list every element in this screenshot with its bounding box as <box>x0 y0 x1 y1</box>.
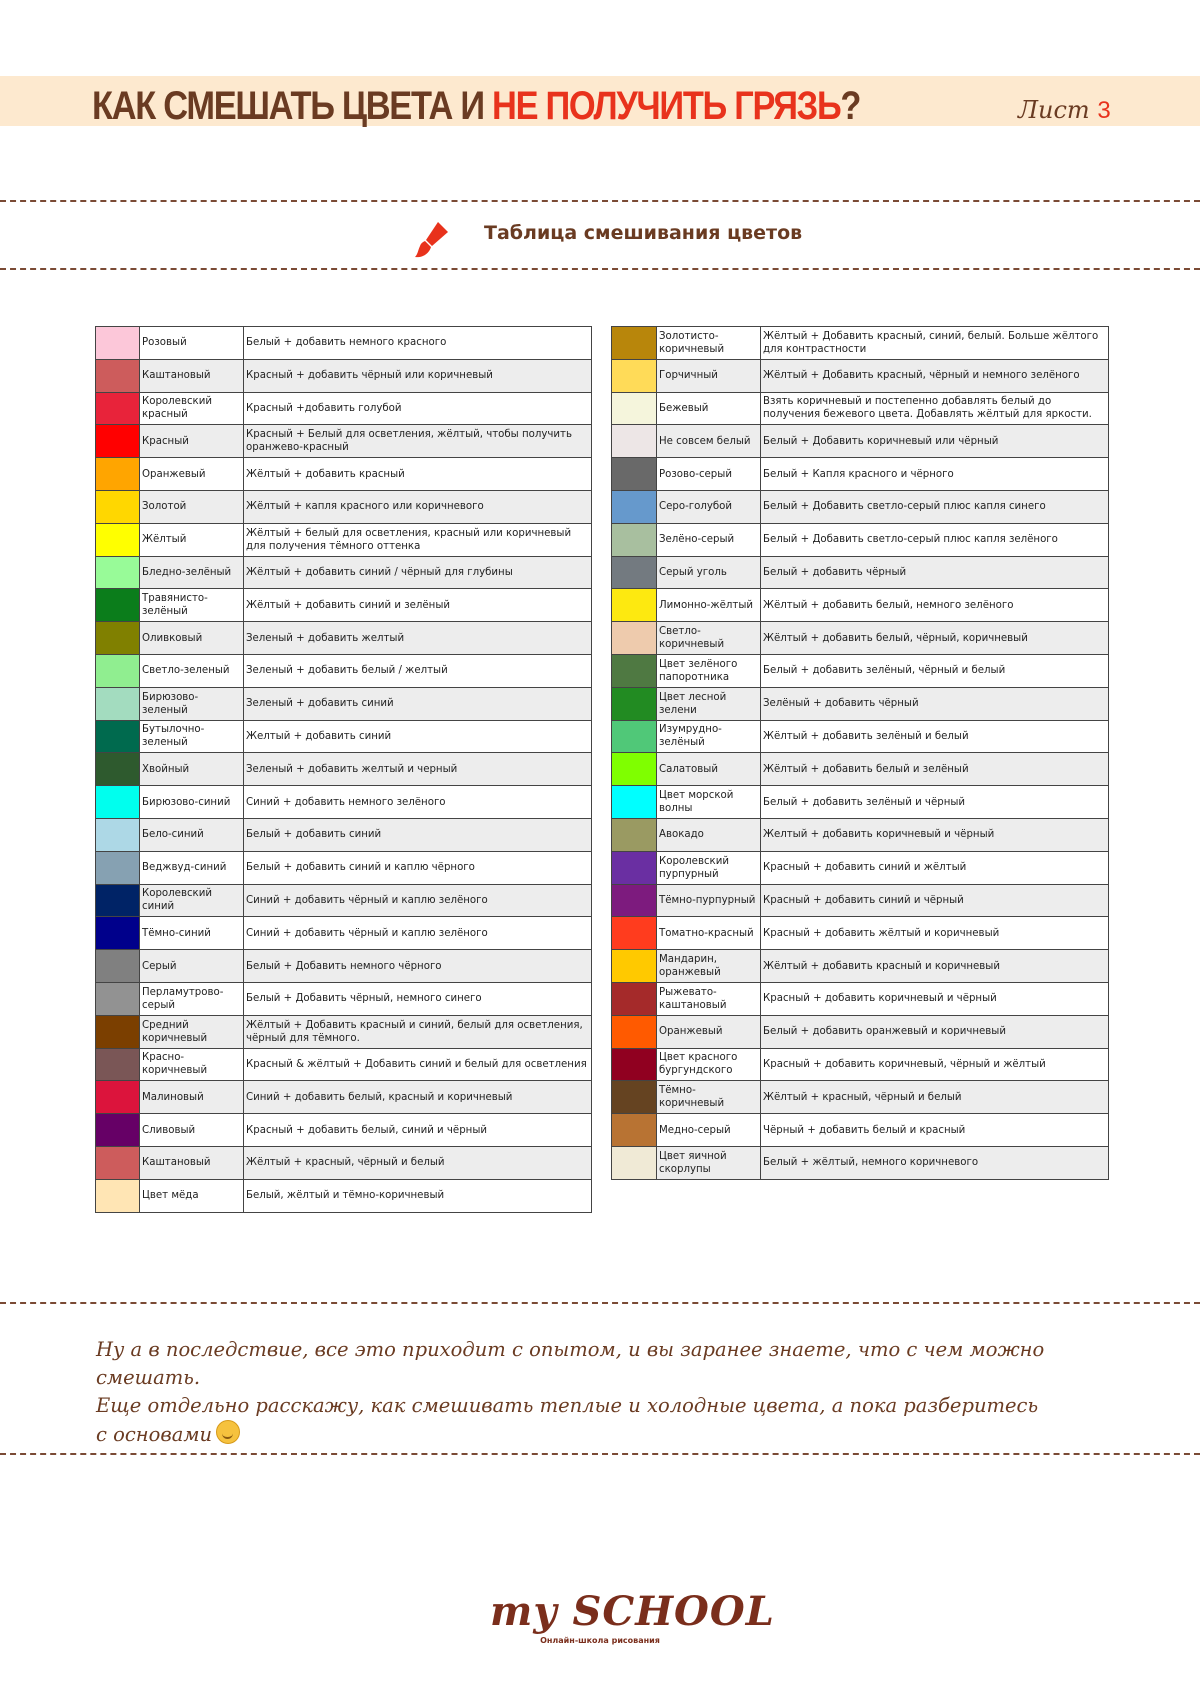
color-name: Зелёно-серый <box>657 523 761 556</box>
table-row <box>612 720 1109 753</box>
mix-recipe: Взять коричневый и постепенно добавлять белый до получения бежевого цвета. Добавлять жёлтый для яркости. <box>761 392 1109 425</box>
mix-recipe: Белый + добавить синий и каплю чёрного <box>244 851 592 884</box>
table-row <box>96 359 592 392</box>
mix-recipe: Жёлтый + Добавить красный, чёрный и немного зелёного <box>761 359 1109 392</box>
color-swatch <box>612 851 657 884</box>
color-name: Медно-серый <box>657 1114 761 1147</box>
outro-line-1: Ну а в последствие, все это приходит с опытом, и вы заранее знаете, что с чем можно смешать. <box>96 1338 1045 1389</box>
color-name: Мандарин, оранжевый <box>657 950 761 983</box>
color-name: Хвойный <box>140 753 244 786</box>
table-row <box>612 523 1109 556</box>
sheet-number: 3 <box>1097 97 1111 124</box>
table-row <box>96 917 592 950</box>
mix-recipe: Красный + добавить белый, синий и чёрный <box>244 1114 592 1147</box>
color-swatch <box>612 917 657 950</box>
divider-section <box>0 268 1200 270</box>
color-name: Тёмно-коричневый <box>657 1081 761 1114</box>
color-name: Серый <box>140 950 244 983</box>
sheet-label-text: Лист <box>1018 96 1098 124</box>
outro-line-2: Еще отдельно расскажу, как смешивать теплые и холодные цвета, а пока разберитесь <box>96 1394 1039 1417</box>
mix-recipe: Зеленый + добавить желтый и черный <box>244 753 592 786</box>
color-swatch <box>612 818 657 851</box>
table-row <box>96 1146 592 1179</box>
table-row <box>96 589 592 622</box>
page-title <box>92 84 860 128</box>
table-row <box>612 490 1109 523</box>
mix-recipe: Жёлтый + добавить синий / чёрный для глубины <box>244 556 592 589</box>
color-swatch <box>612 786 657 819</box>
color-swatch <box>612 1146 657 1179</box>
color-name: Горчичный <box>657 359 761 392</box>
color-name: Цвет мёда <box>140 1179 244 1212</box>
mix-recipe: Жёлтый + Добавить красный, синий, белый. Больше жёлтого для контрастности <box>761 327 1109 360</box>
mix-recipe: Белый + Капля красного и чёрного <box>761 458 1109 491</box>
table-row <box>612 884 1109 917</box>
color-swatch <box>612 950 657 983</box>
table-row <box>96 786 592 819</box>
table-row <box>612 786 1109 819</box>
mix-recipe: Белый + добавить чёрный <box>761 556 1109 589</box>
mix-recipe: Белый + Добавить светло-серый плюс капля синего <box>761 490 1109 523</box>
color-swatch <box>96 818 140 851</box>
color-name: Цвет лесной зелени <box>657 687 761 720</box>
color-swatch <box>612 687 657 720</box>
mix-recipe: Красный + добавить синий и жёлтый <box>761 851 1109 884</box>
mix-recipe: Чёрный + добавить белый и красный <box>761 1114 1109 1147</box>
table-row <box>96 884 592 917</box>
mix-recipe: Красный + добавить коричневый и чёрный <box>761 982 1109 1015</box>
color-swatch <box>96 950 140 983</box>
table-row <box>96 458 592 491</box>
mix-recipe: Красный +добавить голубой <box>244 392 592 425</box>
color-swatch <box>612 425 657 458</box>
table-row <box>96 753 592 786</box>
mix-recipe: Зеленый + добавить синий <box>244 687 592 720</box>
color-swatch <box>612 490 657 523</box>
color-swatch <box>96 556 140 589</box>
table-row <box>612 654 1109 687</box>
color-name: Травянисто-зелёный <box>140 589 244 622</box>
logo-tagline: Онлайн-школа рисования <box>540 1636 660 1645</box>
color-name: Оранжевый <box>140 458 244 491</box>
color-swatch <box>612 753 657 786</box>
color-swatch <box>96 786 140 819</box>
color-name: Серый уголь <box>657 556 761 589</box>
color-name: Лимонно-жёлтый <box>657 589 761 622</box>
color-swatch <box>612 392 657 425</box>
mix-recipe: Белый + Добавить коричневый или чёрный <box>761 425 1109 458</box>
color-name: Королевский синий <box>140 884 244 917</box>
table-row <box>612 327 1109 360</box>
table-row <box>612 1015 1109 1048</box>
table-row <box>612 1048 1109 1081</box>
color-name: Авокадо <box>657 818 761 851</box>
color-swatch <box>96 589 140 622</box>
mix-recipe: Белый + добавить немного красного <box>244 327 592 360</box>
color-swatch <box>96 1048 140 1081</box>
color-swatch <box>612 359 657 392</box>
color-swatch <box>96 1015 140 1048</box>
mix-recipe: Красный + добавить синий и чёрный <box>761 884 1109 917</box>
smiling-face-icon <box>216 1420 240 1444</box>
mix-recipe: Синий + добавить белый, красный и коричневый <box>244 1081 592 1114</box>
color-swatch <box>612 589 657 622</box>
table-row <box>96 523 592 556</box>
color-swatch <box>96 523 140 556</box>
color-name: Салатовый <box>657 753 761 786</box>
mix-recipe: Жёлтый + добавить красный и коричневый <box>761 950 1109 983</box>
color-swatch <box>612 458 657 491</box>
color-name: Изумрудно-зелёный <box>657 720 761 753</box>
table-row <box>96 1048 592 1081</box>
table-row <box>612 1114 1109 1147</box>
table-row <box>612 753 1109 786</box>
color-name: Бирюзово-синий <box>140 786 244 819</box>
color-mixing-table-right <box>611 326 1109 1180</box>
color-name: Сливовый <box>140 1114 244 1147</box>
color-name: Бирюзово-зеленый <box>140 687 244 720</box>
color-name: Не совсем белый <box>657 425 761 458</box>
school-logo <box>490 1588 775 1645</box>
color-swatch <box>96 884 140 917</box>
color-name: Тёмно-синий <box>140 917 244 950</box>
mix-recipe: Красный + добавить жёлтый и коричневый <box>761 917 1109 950</box>
table-row <box>612 556 1109 589</box>
color-name: Бутылочно-зеленый <box>140 720 244 753</box>
table-row <box>96 490 592 523</box>
section-title: Таблица смешивания цветов <box>484 222 803 244</box>
color-swatch <box>96 1114 140 1147</box>
table-row <box>612 392 1109 425</box>
table-row <box>96 982 592 1015</box>
table-row <box>612 950 1109 983</box>
table-row <box>612 1081 1109 1114</box>
color-name: Тёмно-пурпурный <box>657 884 761 917</box>
divider-top <box>0 200 1200 202</box>
mix-recipe: Синий + добавить немного зелёного <box>244 786 592 819</box>
color-swatch <box>96 654 140 687</box>
color-name: Перламутрово-серый <box>140 982 244 1015</box>
color-name: Цвет зелёного папоротника <box>657 654 761 687</box>
color-name: Малиновый <box>140 1081 244 1114</box>
color-name: Красный <box>140 425 244 458</box>
color-name: Томатно-красный <box>657 917 761 950</box>
color-name: Бледно-зелёный <box>140 556 244 589</box>
color-name: Оливковый <box>140 622 244 655</box>
logo-mark: my SCHOOL <box>490 1588 775 1635</box>
color-swatch <box>612 1114 657 1147</box>
table-row <box>612 589 1109 622</box>
table-row <box>612 622 1109 655</box>
paint-brush-icon <box>410 218 454 262</box>
table-row <box>612 687 1109 720</box>
color-name: Золотисто-коричневый <box>657 327 761 360</box>
table-row <box>96 622 592 655</box>
table-row <box>96 556 592 589</box>
table-row <box>612 425 1109 458</box>
color-name: Оранжевый <box>657 1015 761 1048</box>
mix-recipe: Красный + добавить чёрный или коричневый <box>244 359 592 392</box>
mix-recipe: Жёлтый + добавить синий и зелёный <box>244 589 592 622</box>
table-row <box>612 851 1109 884</box>
mix-recipe: Красный & жёлтый + Добавить синий и белый для осветления <box>244 1048 592 1081</box>
color-swatch <box>612 523 657 556</box>
mix-recipe: Желтый + добавить коричневый и чёрный <box>761 818 1109 851</box>
color-name: Бело-синий <box>140 818 244 851</box>
color-name: Веджвуд-синий <box>140 851 244 884</box>
mix-recipe: Жёлтый + добавить красный <box>244 458 592 491</box>
divider-outro-top <box>0 1302 1200 1304</box>
title-main: КАК СМЕШАТЬ ЦВЕТА И <box>92 84 493 128</box>
color-name: Золотой <box>140 490 244 523</box>
mix-recipe: Красный + добавить коричневый, чёрный и жёлтый <box>761 1048 1109 1081</box>
title-accent: НЕ ПОЛУЧИТЬ ГРЯЗЬ <box>492 84 841 128</box>
divider-outro-bottom <box>0 1453 1200 1455</box>
table-row <box>612 917 1109 950</box>
color-name: Цвет красного бургундского <box>657 1048 761 1081</box>
color-name: Каштановый <box>140 1146 244 1179</box>
color-swatch <box>96 1081 140 1114</box>
mix-recipe: Жёлтый + красный, чёрный и белый <box>761 1081 1109 1114</box>
table-row <box>96 327 592 360</box>
mix-recipe: Жёлтый + Добавить красный и синий, белый для осветления, чёрный для тёмного. <box>244 1015 592 1048</box>
color-name: Серо-голубой <box>657 490 761 523</box>
table-row <box>96 1081 592 1114</box>
color-name: Королевский пурпурный <box>657 851 761 884</box>
color-name: Светло-коричневый <box>657 622 761 655</box>
mix-recipe: Белый + Добавить чёрный, немного синего <box>244 982 592 1015</box>
sheet-label <box>1018 96 1111 125</box>
color-name: Каштановый <box>140 359 244 392</box>
color-swatch <box>96 687 140 720</box>
mix-recipe: Белый + добавить зелёный и чёрный <box>761 786 1109 819</box>
table-row <box>96 654 592 687</box>
color-swatch <box>612 622 657 655</box>
color-name: Средний коричневый <box>140 1015 244 1048</box>
mix-recipe: Белый + добавить синий <box>244 818 592 851</box>
color-swatch <box>96 622 140 655</box>
color-swatch <box>96 982 140 1015</box>
mix-recipe: Белый + жёлтый, немного коричневого <box>761 1146 1109 1179</box>
color-swatch <box>612 327 657 360</box>
color-swatch <box>96 851 140 884</box>
mix-recipe: Зеленый + добавить белый / желтый <box>244 654 592 687</box>
color-swatch <box>612 654 657 687</box>
mix-recipe: Белый, жёлтый и тёмно-коричневый <box>244 1179 592 1212</box>
color-swatch <box>612 720 657 753</box>
color-swatch <box>96 327 140 360</box>
color-swatch <box>96 458 140 491</box>
color-name: Красно-коричневый <box>140 1048 244 1081</box>
color-swatch <box>96 917 140 950</box>
table-row <box>96 720 592 753</box>
color-swatch <box>96 359 140 392</box>
color-swatch <box>96 1179 140 1212</box>
table-row <box>96 687 592 720</box>
mix-recipe: Жёлтый + добавить зелёный и белый <box>761 720 1109 753</box>
mix-recipe: Зелёный + добавить чёрный <box>761 687 1109 720</box>
mix-recipe: Белый + Добавить светло-серый плюс капля зелёного <box>761 523 1109 556</box>
color-name: Розовый <box>140 327 244 360</box>
color-name: Цвет яичной скорлупы <box>657 1146 761 1179</box>
mix-recipe: Белый + добавить оранжевый и коричневый <box>761 1015 1109 1048</box>
color-swatch <box>96 753 140 786</box>
mix-recipe: Жёлтый + красный, чёрный и белый <box>244 1146 592 1179</box>
mix-recipe: Жёлтый + добавить белый и зелёный <box>761 753 1109 786</box>
table-row <box>612 359 1109 392</box>
mix-recipe: Синий + добавить чёрный и каплю зелёного <box>244 884 592 917</box>
color-name: Розово-серый <box>657 458 761 491</box>
table-row <box>96 425 592 458</box>
table-row <box>96 851 592 884</box>
mix-recipe: Белый + Добавить немного чёрного <box>244 950 592 983</box>
mix-recipe: Синий + добавить чёрный и каплю зелёного <box>244 917 592 950</box>
color-name: Рыжевато-каштановый <box>657 982 761 1015</box>
title-end: ? <box>840 84 861 128</box>
color-swatch <box>612 1081 657 1114</box>
color-name: Светло-зеленый <box>140 654 244 687</box>
table-row <box>96 1179 592 1212</box>
color-swatch <box>612 1048 657 1081</box>
mix-recipe: Желтый + добавить синий <box>244 720 592 753</box>
color-swatch <box>96 490 140 523</box>
color-name: Жёлтый <box>140 523 244 556</box>
table-row <box>612 458 1109 491</box>
mix-recipe: Белый + добавить зелёный, чёрный и белый <box>761 654 1109 687</box>
color-swatch <box>612 1015 657 1048</box>
table-row <box>96 950 592 983</box>
mix-recipe: Жёлтый + белый для осветления, красный или коричневый для получения тёмного оттенка <box>244 523 592 556</box>
table-row <box>96 392 592 425</box>
mix-recipe: Зеленый + добавить желтый <box>244 622 592 655</box>
table-row <box>612 982 1109 1015</box>
table-row <box>612 1146 1109 1179</box>
color-mixing-table-left <box>95 326 592 1213</box>
mix-recipe: Жёлтый + добавить белый, чёрный, коричневый <box>761 622 1109 655</box>
color-swatch <box>96 1146 140 1179</box>
mix-recipe: Красный + Белый для осветления, жёлтый, чтобы получить оранжево-красный <box>244 425 592 458</box>
color-swatch <box>96 720 140 753</box>
color-name: Цвет морской волны <box>657 786 761 819</box>
color-name: Королевский красный <box>140 392 244 425</box>
table-row <box>612 818 1109 851</box>
mix-recipe: Жёлтый + капля красного или коричневого <box>244 490 592 523</box>
color-name: Бежевый <box>657 392 761 425</box>
color-swatch <box>612 884 657 917</box>
mix-recipe: Жёлтый + добавить белый, немного зелёного <box>761 589 1109 622</box>
color-swatch <box>96 425 140 458</box>
table-row <box>96 1015 592 1048</box>
color-swatch <box>96 392 140 425</box>
table-row <box>96 818 592 851</box>
color-swatch <box>612 982 657 1015</box>
outro-text <box>96 1336 1116 1449</box>
outro-line-3: с основами <box>96 1423 213 1446</box>
color-swatch <box>612 556 657 589</box>
table-row <box>96 1114 592 1147</box>
